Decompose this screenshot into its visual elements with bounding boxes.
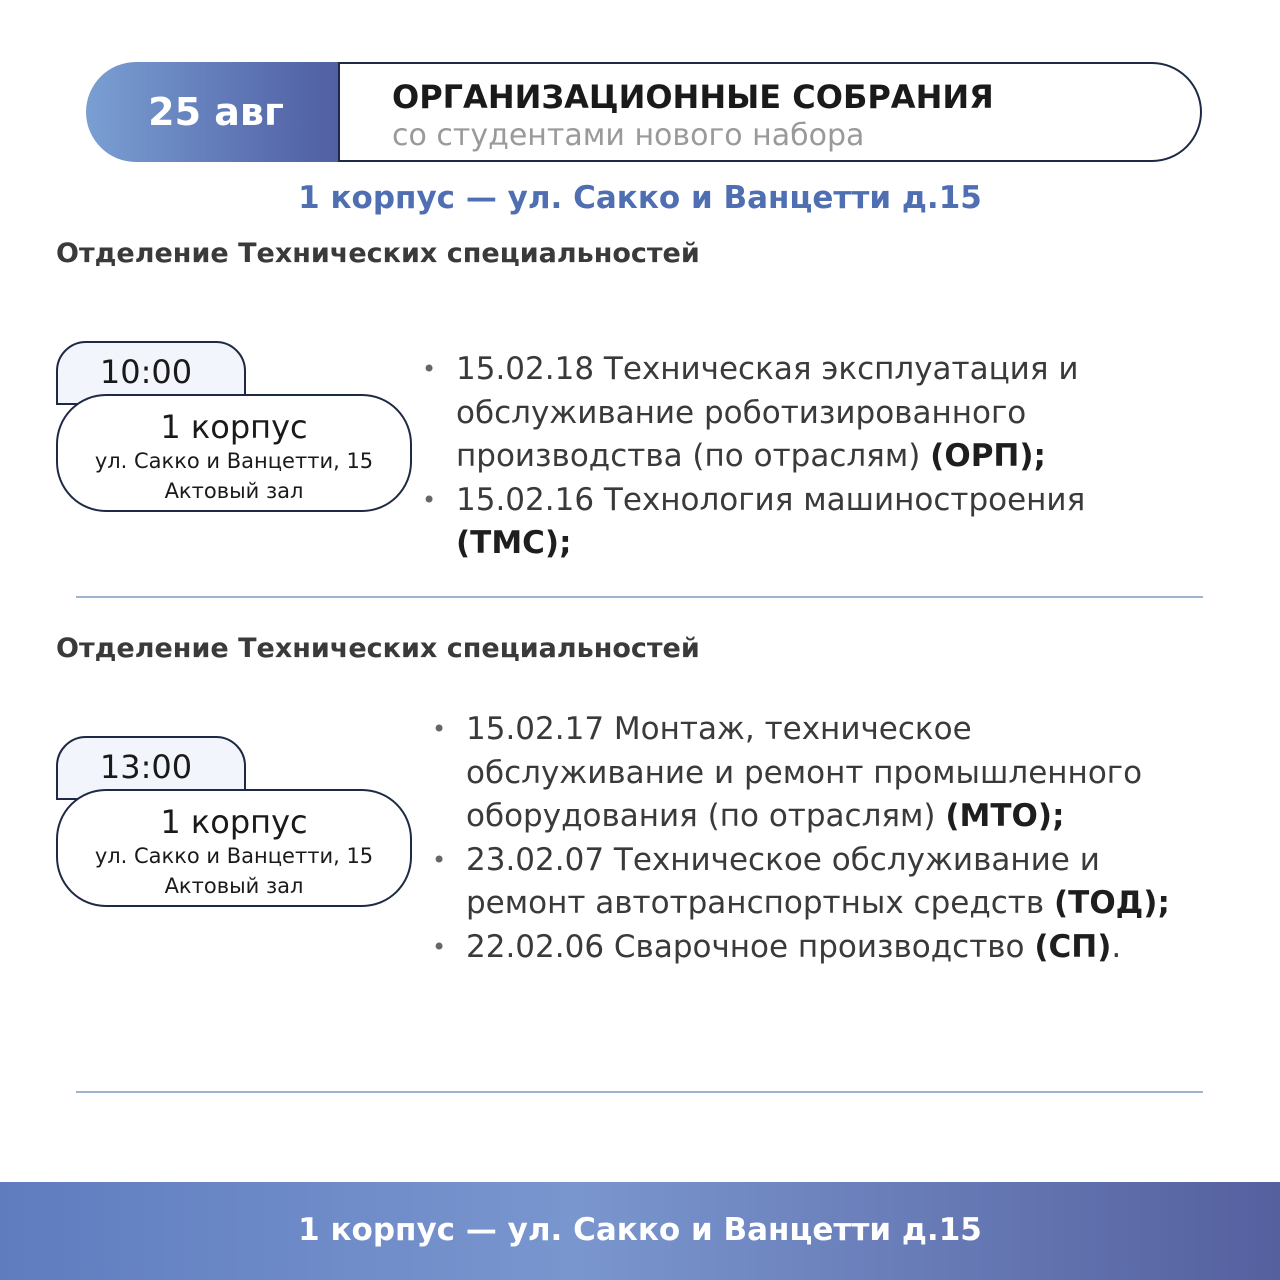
- specialty-end: ;: [1033, 438, 1046, 474]
- specialty-name: 15.02.18 Техническая эксплуатация и обслуживание роботизированного производства (по отраслям): [456, 351, 1079, 474]
- specialty-code: (МТО): [945, 798, 1053, 834]
- department-heading: Отделение Технических специальностей: [56, 633, 700, 664]
- page-title: ОРГАНИЗАЦИОННЫЕ СОБРАНИЯ: [392, 78, 994, 116]
- list-item: [422, 479, 1192, 566]
- list-item: [432, 708, 1212, 839]
- specialty-list: [422, 348, 1192, 566]
- list-item: [422, 348, 1192, 479]
- header-title-box: [338, 62, 1202, 162]
- specialty-code: (СП): [1034, 928, 1112, 965]
- specialty-name: 15.02.17 Монтаж, техническое обслуживание и ремонт промышленного оборудования (по отраслям): [466, 711, 1143, 834]
- specialty-code: (ОРП): [930, 438, 1034, 474]
- specialty-name: 15.02.16 Технология машиностроения: [456, 481, 1086, 518]
- venue-room: Актовый зал: [164, 874, 304, 898]
- venue-building: 1 корпус: [160, 803, 308, 841]
- specialty-list: [432, 708, 1212, 969]
- divider: [76, 1091, 1203, 1093]
- footer-banner: [0, 1182, 1280, 1280]
- department-heading: Отделение Технических специальностей: [56, 238, 700, 269]
- specialty-end: .: [1111, 928, 1122, 965]
- event-date: 25 авг: [86, 62, 386, 162]
- location-heading: 1 корпус — ул. Сакко и Ванцетти д.15: [298, 180, 982, 216]
- specialty-end: ;: [1052, 798, 1065, 834]
- venue-address: ул. Сакко и Ванцетти, 15: [94, 844, 374, 868]
- specialty-end: ;: [559, 525, 572, 561]
- divider: [76, 596, 1203, 598]
- venue-building: 1 корпус: [160, 408, 308, 446]
- list-item: [432, 839, 1212, 926]
- header-banner: [86, 62, 1202, 162]
- venue-box: [56, 789, 412, 907]
- time-badge: 10:00: [56, 341, 246, 405]
- specialty-code: (ТОД): [1054, 885, 1158, 921]
- specialty-name: 23.02.07 Техническое обслуживание и ремонт автотранспортных средств: [466, 841, 1100, 921]
- specialty-name: 22.02.06 Сварочное производство: [466, 928, 1035, 965]
- list-item: [432, 926, 1212, 970]
- footer-location: 1 корпус — ул. Сакко и Ванцетти д.15: [298, 1212, 982, 1248]
- venue-address: ул. Сакко и Ванцетти, 15: [94, 449, 374, 473]
- time-badge: 13:00: [56, 736, 246, 800]
- venue-room: Актовый зал: [164, 479, 304, 503]
- specialty-code: (ТМС): [456, 525, 560, 561]
- specialty-end: ;: [1157, 885, 1170, 921]
- page-subtitle: со студентами нового набора: [392, 118, 865, 153]
- venue-box: [56, 394, 412, 512]
